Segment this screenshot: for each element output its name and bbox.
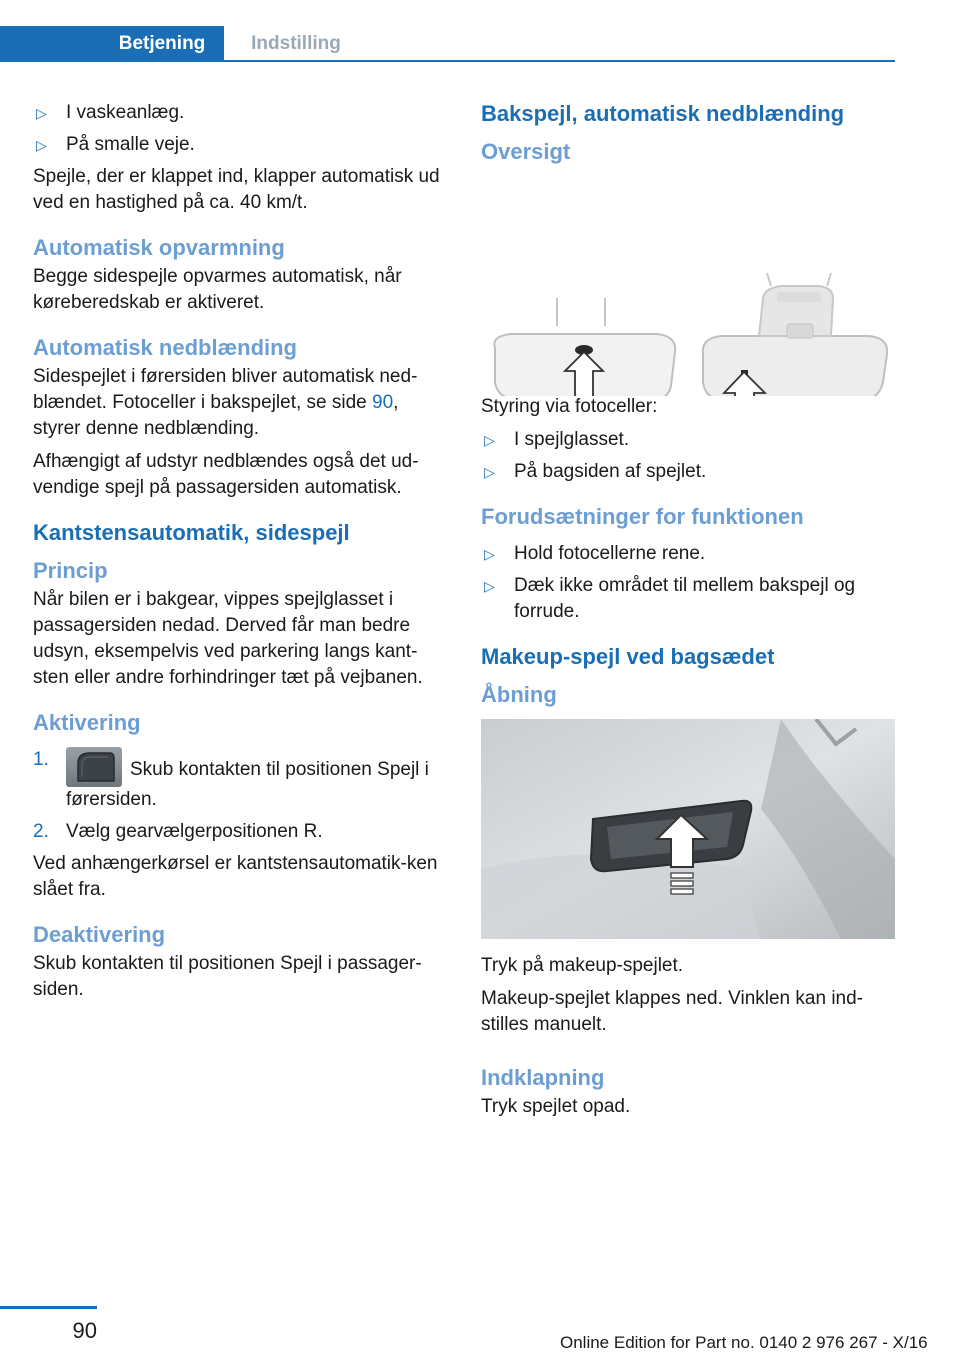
list-item: ▷ I vaskeanlæg. <box>33 100 451 126</box>
heading-auto-heating: Automatisk opvarmning <box>33 235 285 260</box>
heading-activation: Aktivering <box>33 710 141 735</box>
heading-principle: Princip <box>33 558 108 583</box>
mirror-switch-icon <box>66 747 122 787</box>
page-reference-link[interactable]: 90 <box>372 392 394 413</box>
triangle-right-icon: ▷ <box>484 432 495 448</box>
paragraph-auto-fold: Spejle, der er klappet ind, klapper automatisk ud ved en hastighed på ca. 40 km/t. <box>33 166 440 213</box>
list-item: ▷ I spejlglasset. <box>481 427 895 453</box>
heading-overview: Oversigt <box>481 139 571 164</box>
list-item: ▷ På bagsiden af spejlet. <box>481 459 895 485</box>
rearview-mirror-illustration <box>481 168 895 396</box>
paragraph-deactivation: Skub kontakten til positionen Spejl i passager‐siden. <box>33 953 422 1000</box>
makeup-mirror-photo <box>481 719 895 939</box>
list-item: ▷ Hold fotocellerne rene. <box>481 541 895 567</box>
list-item: ▷ Dæk ikke området til mellem bakspejl og forrude. <box>484 575 856 622</box>
triangle-right-icon: ▷ <box>484 546 495 562</box>
paragraph-fold-in: Tryk spejlet opad. <box>481 1096 631 1117</box>
heading-curb-mirror: Kantstensautomatik, sidespejl <box>33 520 350 545</box>
triangle-right-icon: ▷ <box>36 105 47 121</box>
paragraph-press-makeup: Tryk på makeup-spejlet. <box>481 955 684 976</box>
paragraph-auto-heating: Begge sidespejle opvarmes automatisk, når køreberedskab er aktiveret. <box>33 266 402 313</box>
left-column <box>33 100 451 1010</box>
heading-rearview-dimming: Bakspejl, automatisk nedblænding <box>481 101 845 126</box>
heading-deactivation: Deaktivering <box>33 922 166 947</box>
triangle-right-icon: ▷ <box>484 464 495 480</box>
triangle-right-icon: ▷ <box>484 578 495 594</box>
triangle-right-icon: ▷ <box>36 137 47 153</box>
heading-fold-in: Indklapning <box>481 1065 605 1090</box>
activation-steps <box>33 747 451 845</box>
edition-label: Online Edition for Part no. 0140 2 976 267 - X/16 <box>560 1333 928 1352</box>
heading-prerequisites: Forudsætninger for funktionen <box>481 504 804 529</box>
bullet-list-photocells <box>481 427 895 485</box>
step-item: 2. Vælg gearvælgerpositionen R. <box>33 821 323 842</box>
paragraph-auto-dimming: Sidespejlet i førersiden bliver automatisk ned‐blændet. Fotoceller i bakspejlet, se side 90, styrer denne nedblænding. <box>33 366 418 439</box>
list-item: ▷ På smalle veje. <box>33 132 451 158</box>
paragraph-trailer: Ved anhængerkørsel er kantstensautomatik‐ken slået fra. <box>33 853 438 900</box>
heading-opening: Åbning <box>481 682 557 707</box>
bullet-list-fold-situations <box>33 100 451 158</box>
tab-betjening[interactable]: Betjening <box>0 26 224 62</box>
paragraph-passenger-dimming: Afhængigt af udstyr nedblændes også det ud‐vendige spejl på passagersiden automatisk. <box>33 451 419 498</box>
step-item: 1. Skub kontakten til positionen Spejl i førersiden. <box>33 749 429 810</box>
footer-rule <box>0 1306 97 1309</box>
header-tabbar <box>0 0 895 62</box>
heading-auto-dimming: Automatisk nedblænding <box>33 335 297 360</box>
heading-makeup-mirror: Makeup-spejl ved bagsædet <box>481 644 775 669</box>
bullet-list-prerequisites <box>481 541 895 625</box>
tab-indstilling[interactable]: Indstilling <box>251 33 341 54</box>
right-column <box>481 100 895 1127</box>
paragraph-principle: Når bilen er i bakgear, vippes spejlglasset i passagersiden nedad. Derved får man bedre udsyn, eksempelvis ved parkering langs kant‐sten eller andre forhindringer tæt på vejbanen. <box>33 589 423 688</box>
paragraph-folds-down: Makeup-spejlet klappes ned. Vinklen kan ind‐stilles manuelt. <box>481 988 863 1035</box>
paragraph-photocell-control: Styring via fotoceller: <box>481 396 658 417</box>
page-number: 90 <box>72 1318 97 1343</box>
